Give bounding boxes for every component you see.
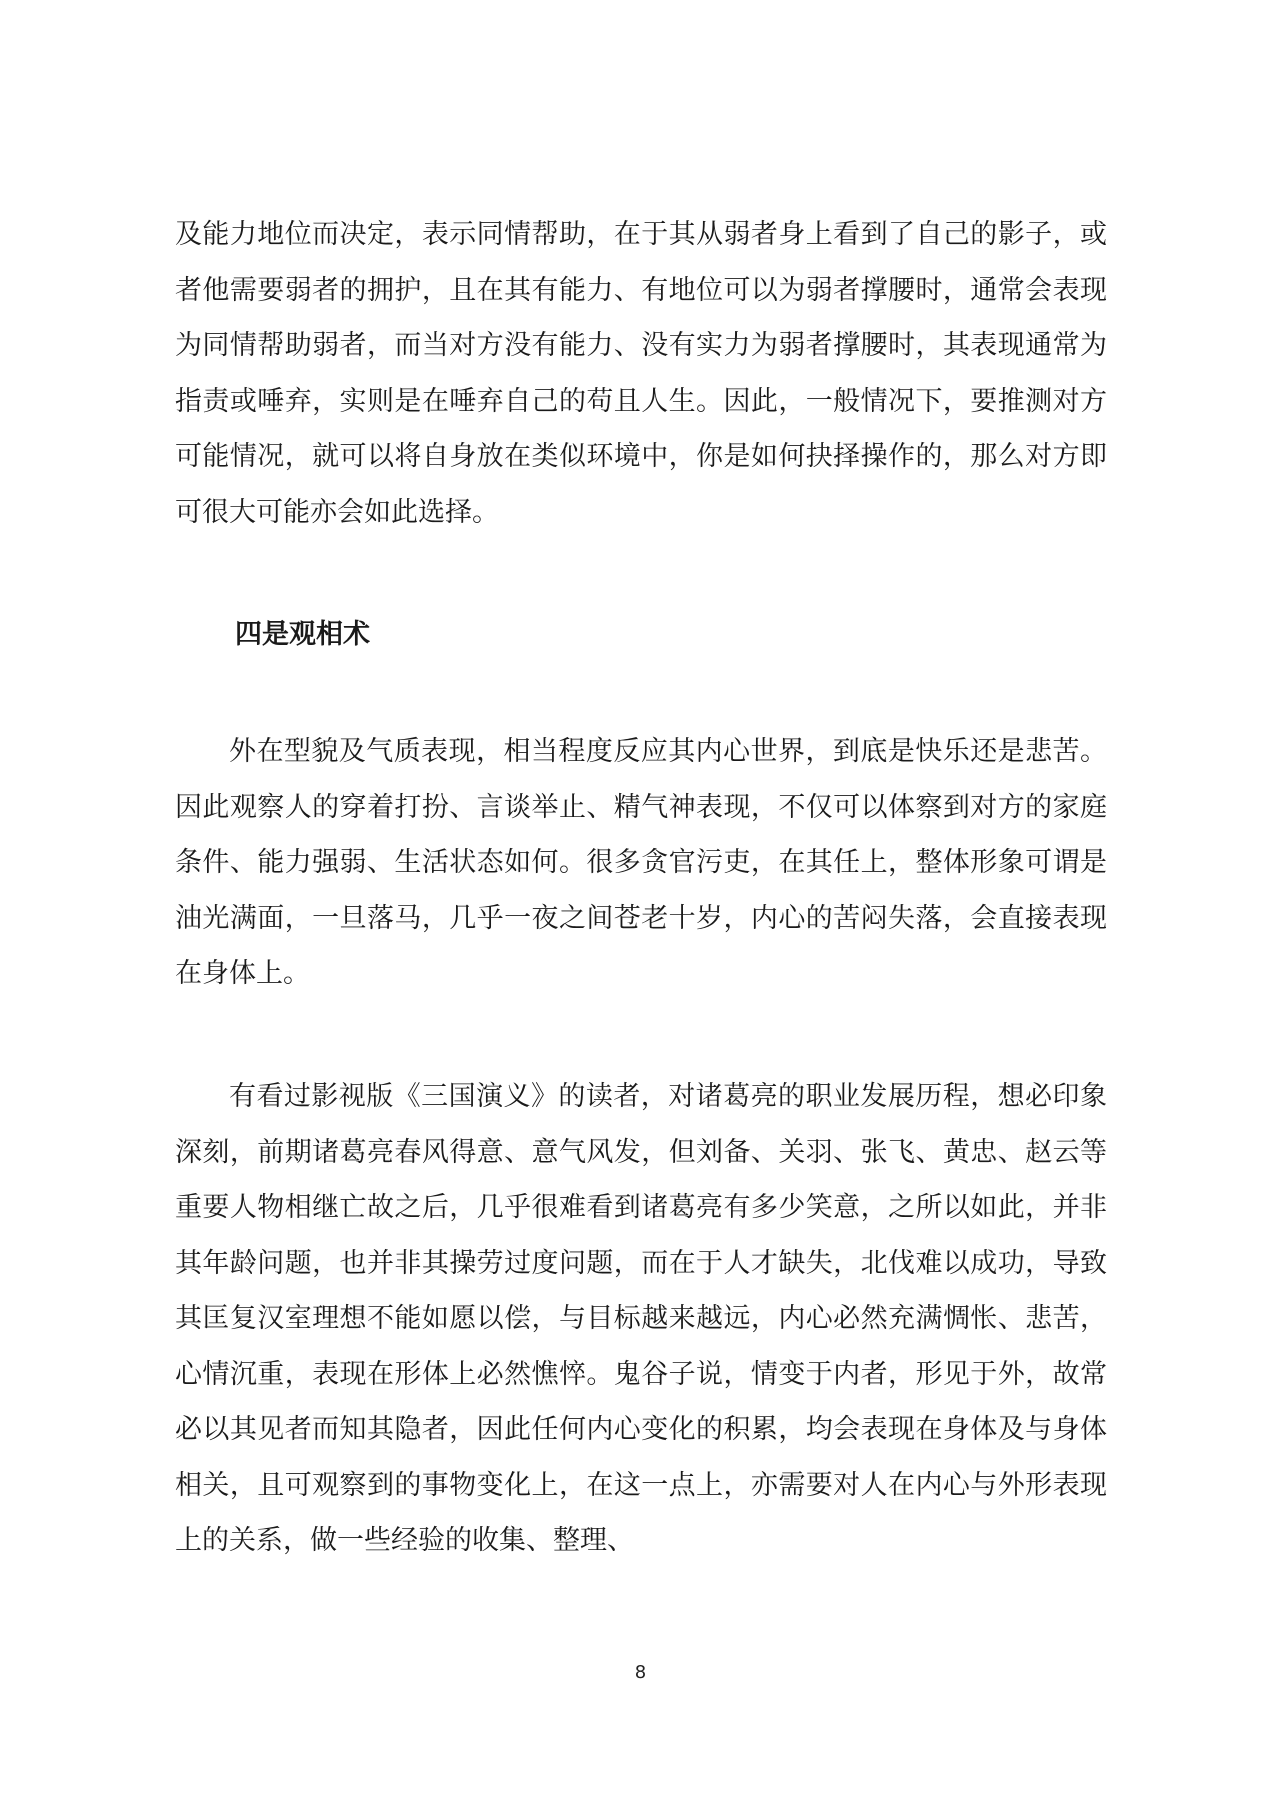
section-heading: 四是观相术 (235, 619, 370, 650)
page-number: 8 (634, 1662, 647, 1683)
paragraph-physiognomy: 外在型貌及气质表现，相当程度反应其内心世界，到底是快乐还是悲苦。因此观察人的穿着打扮、言谈举止、精气神表现，不仅可以体察到对方的家庭条件、能力强弱、生活状态如何。很多贪官污吏，在其任上，整体形象可谓是油光满面，一旦落马，几乎一夜之间苍老十岁，内心的苦闷失落，会直接表现在身体上。 (175, 736, 1107, 989)
paragraph-continuation: 及能力地位而决定，表示同情帮助，在于其从弱者身上看到了自己的影子，或者他需要弱者的拥护，且在其有能力、有地位可以为弱者撑腰时，通常会表现为同情帮助弱者，而当对方没有能力、没有实力为弱者撑腰时，其表现通常为指责或唾弃，实则是在唾弃自己的苟且人生。因此，一般情况下，要推测对方可能情况，就可以将自身放在类似环境中，你是如何抉择操作的，那么对方即可很大可能亦会如此选择。 (175, 219, 1107, 528)
paragraph-three-kingdoms: 有看过影视版《三国演义》的读者，对诸葛亮的职业发展历程，想必印象深刻，前期诸葛亮春风得意、意气风发，但刘备、关羽、张飞、黄忠、赵云等重要人物相继亡故之后，几乎很难看到诸葛亮有多少笑意，之所以如此，并非其年龄问题，也并非其操劳过度问题，而在于人才缺失，北伐难以成功，导致其匡复汉室理想不能如愿以偿，与目标越来越远，内心必然充满惆怅、悲苦，心情沉重，表现在形体上必然憔悴。鬼谷子说，情变于内者，形见于外，故常必以其见者而知其隐者，因此任何内心变化的积累，均会表现在身体及与身体相关，且可观察到的事物变化上，在这一点上，亦需要对人在内心与外形表现上的关系，做一些经验的收集、整理、 (175, 1081, 1107, 1556)
